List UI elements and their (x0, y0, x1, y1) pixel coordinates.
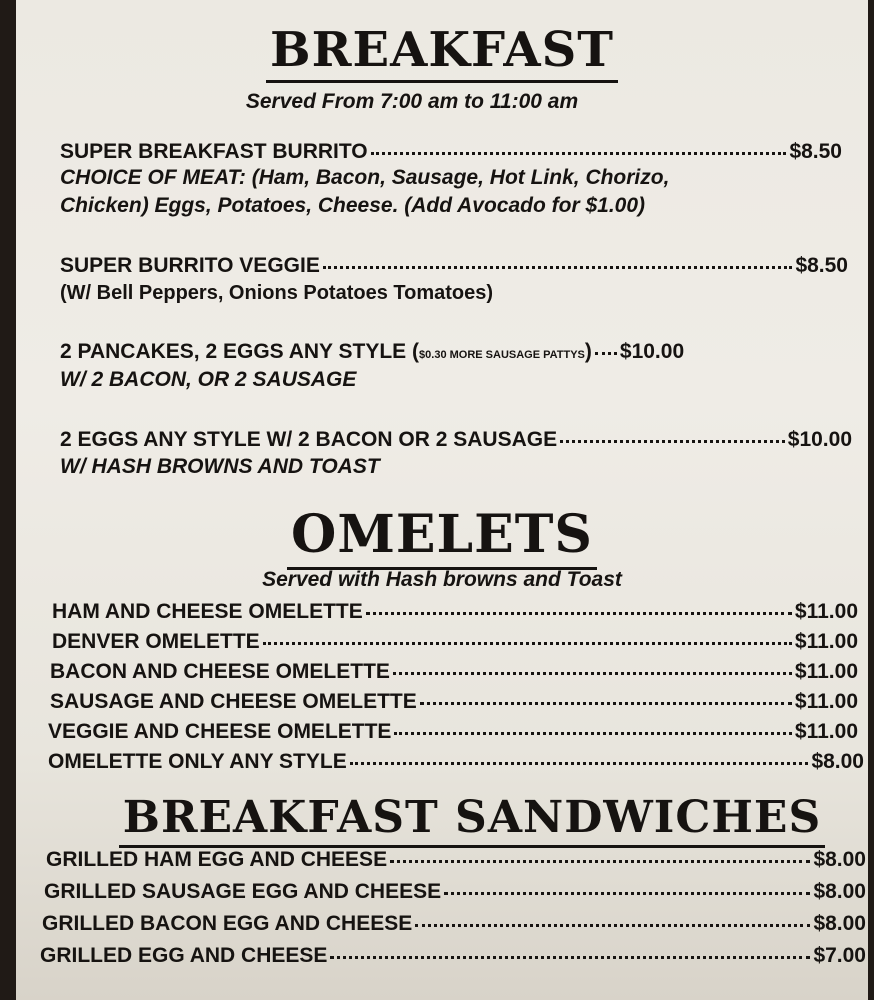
dot-leader (415, 924, 810, 927)
item-description: Chicken) Eggs, Potatoes, Cheese. (Add Avocado for $1.00) (60, 194, 646, 217)
menu-paper (16, 0, 868, 1000)
dot-leader (394, 732, 791, 735)
item-price: $11.00 (794, 690, 858, 713)
omelets-heading: OMELETS (16, 504, 868, 570)
item-price: $8.50 (795, 254, 848, 277)
item-price: $11.00 (794, 720, 858, 743)
breakfast-heading: BREAKFAST (16, 22, 868, 83)
menu-item-super-burrito-veggie: SUPER BURRITO VEGGIE $8.50 (60, 254, 848, 277)
menu-item-omelette: BACON AND CHEESE OMELETTE $11.00 (50, 660, 858, 683)
item-price: $8.00 (813, 880, 866, 903)
dot-leader (323, 266, 793, 269)
item-price: $8.00 (813, 912, 866, 935)
dot-leader (560, 440, 785, 443)
item-price: $10.00 (787, 428, 852, 451)
menu-item-omelette: SAUSAGE AND CHEESE OMELETTE $11.00 (50, 690, 858, 713)
menu-item-sandwich: GRILLED SAUSAGE EGG AND CHEESE $8.00 (44, 880, 866, 903)
item-price: $8.50 (789, 140, 842, 163)
omelets-subtitle: Served with Hash browns and Toast (262, 568, 622, 591)
dot-leader (263, 642, 792, 645)
menu-item-super-breakfast-burrito: SUPER BREAKFAST BURRITO $8.50 (60, 140, 842, 163)
item-description: (W/ Bell Peppers, Onions Potatoes Tomatoes) (60, 282, 494, 304)
dot-leader (444, 892, 810, 895)
item-price: $11.00 (794, 630, 858, 653)
item-price: $10.00 (619, 340, 685, 363)
item-description: W/ HASH BROWNS AND TOAST (60, 455, 380, 478)
menu-item-omelette: VEGGIE AND CHEESE OMELETTE $11.00 (48, 720, 858, 743)
dot-leader (595, 352, 617, 355)
menu-item-sandwich: GRILLED BACON EGG AND CHEESE $8.00 (42, 912, 866, 935)
item-price: $11.00 (794, 600, 858, 623)
menu-item-two-eggs-any-style: 2 EGGS ANY STYLE W/ 2 BACON OR 2 SAUSAGE $10.00 (60, 428, 852, 451)
item-note: $0.30 MORE SAUSAGE PATTYS (419, 349, 585, 361)
menu-item-omelette: DENVER OMELETTE $11.00 (52, 630, 858, 653)
item-price: $11.00 (794, 660, 858, 683)
dot-leader (371, 152, 787, 155)
item-description: CHOICE OF MEAT: (Ham, Bacon, Sausage, Hot Link, Chorizo, (60, 166, 670, 189)
item-description: W/ 2 BACON, OR 2 SAUSAGE (60, 368, 357, 391)
dot-leader (350, 762, 809, 765)
menu-item-omelette: OMELETTE ONLY ANY STYLE $8.00 (48, 750, 864, 773)
menu-item-pancakes-eggs: 2 PANCAKES, 2 EGGS ANY STYLE ( $0.30 MORE SAUSAGE PATTYS ) $10.00 (60, 340, 685, 363)
dot-leader (420, 702, 792, 705)
item-price: $7.00 (813, 944, 866, 967)
item-price: $8.00 (811, 750, 864, 773)
dot-leader (390, 860, 810, 863)
dot-leader (366, 612, 792, 615)
menu-item-sandwich: GRILLED EGG AND CHEESE $7.00 (40, 944, 866, 967)
sandwiches-heading: BREAKFAST SANDWICHES (76, 792, 868, 848)
dot-leader (330, 956, 810, 959)
menu-item-sandwich: GRILLED HAM EGG AND CHEESE $8.00 (46, 848, 866, 871)
menu-item-omelette: HAM AND CHEESE OMELETTE $11.00 (52, 600, 858, 623)
breakfast-hours: Served From 7:00 am to 11:00 am (245, 90, 579, 113)
item-price: $8.00 (813, 848, 866, 871)
dot-leader (393, 672, 792, 675)
